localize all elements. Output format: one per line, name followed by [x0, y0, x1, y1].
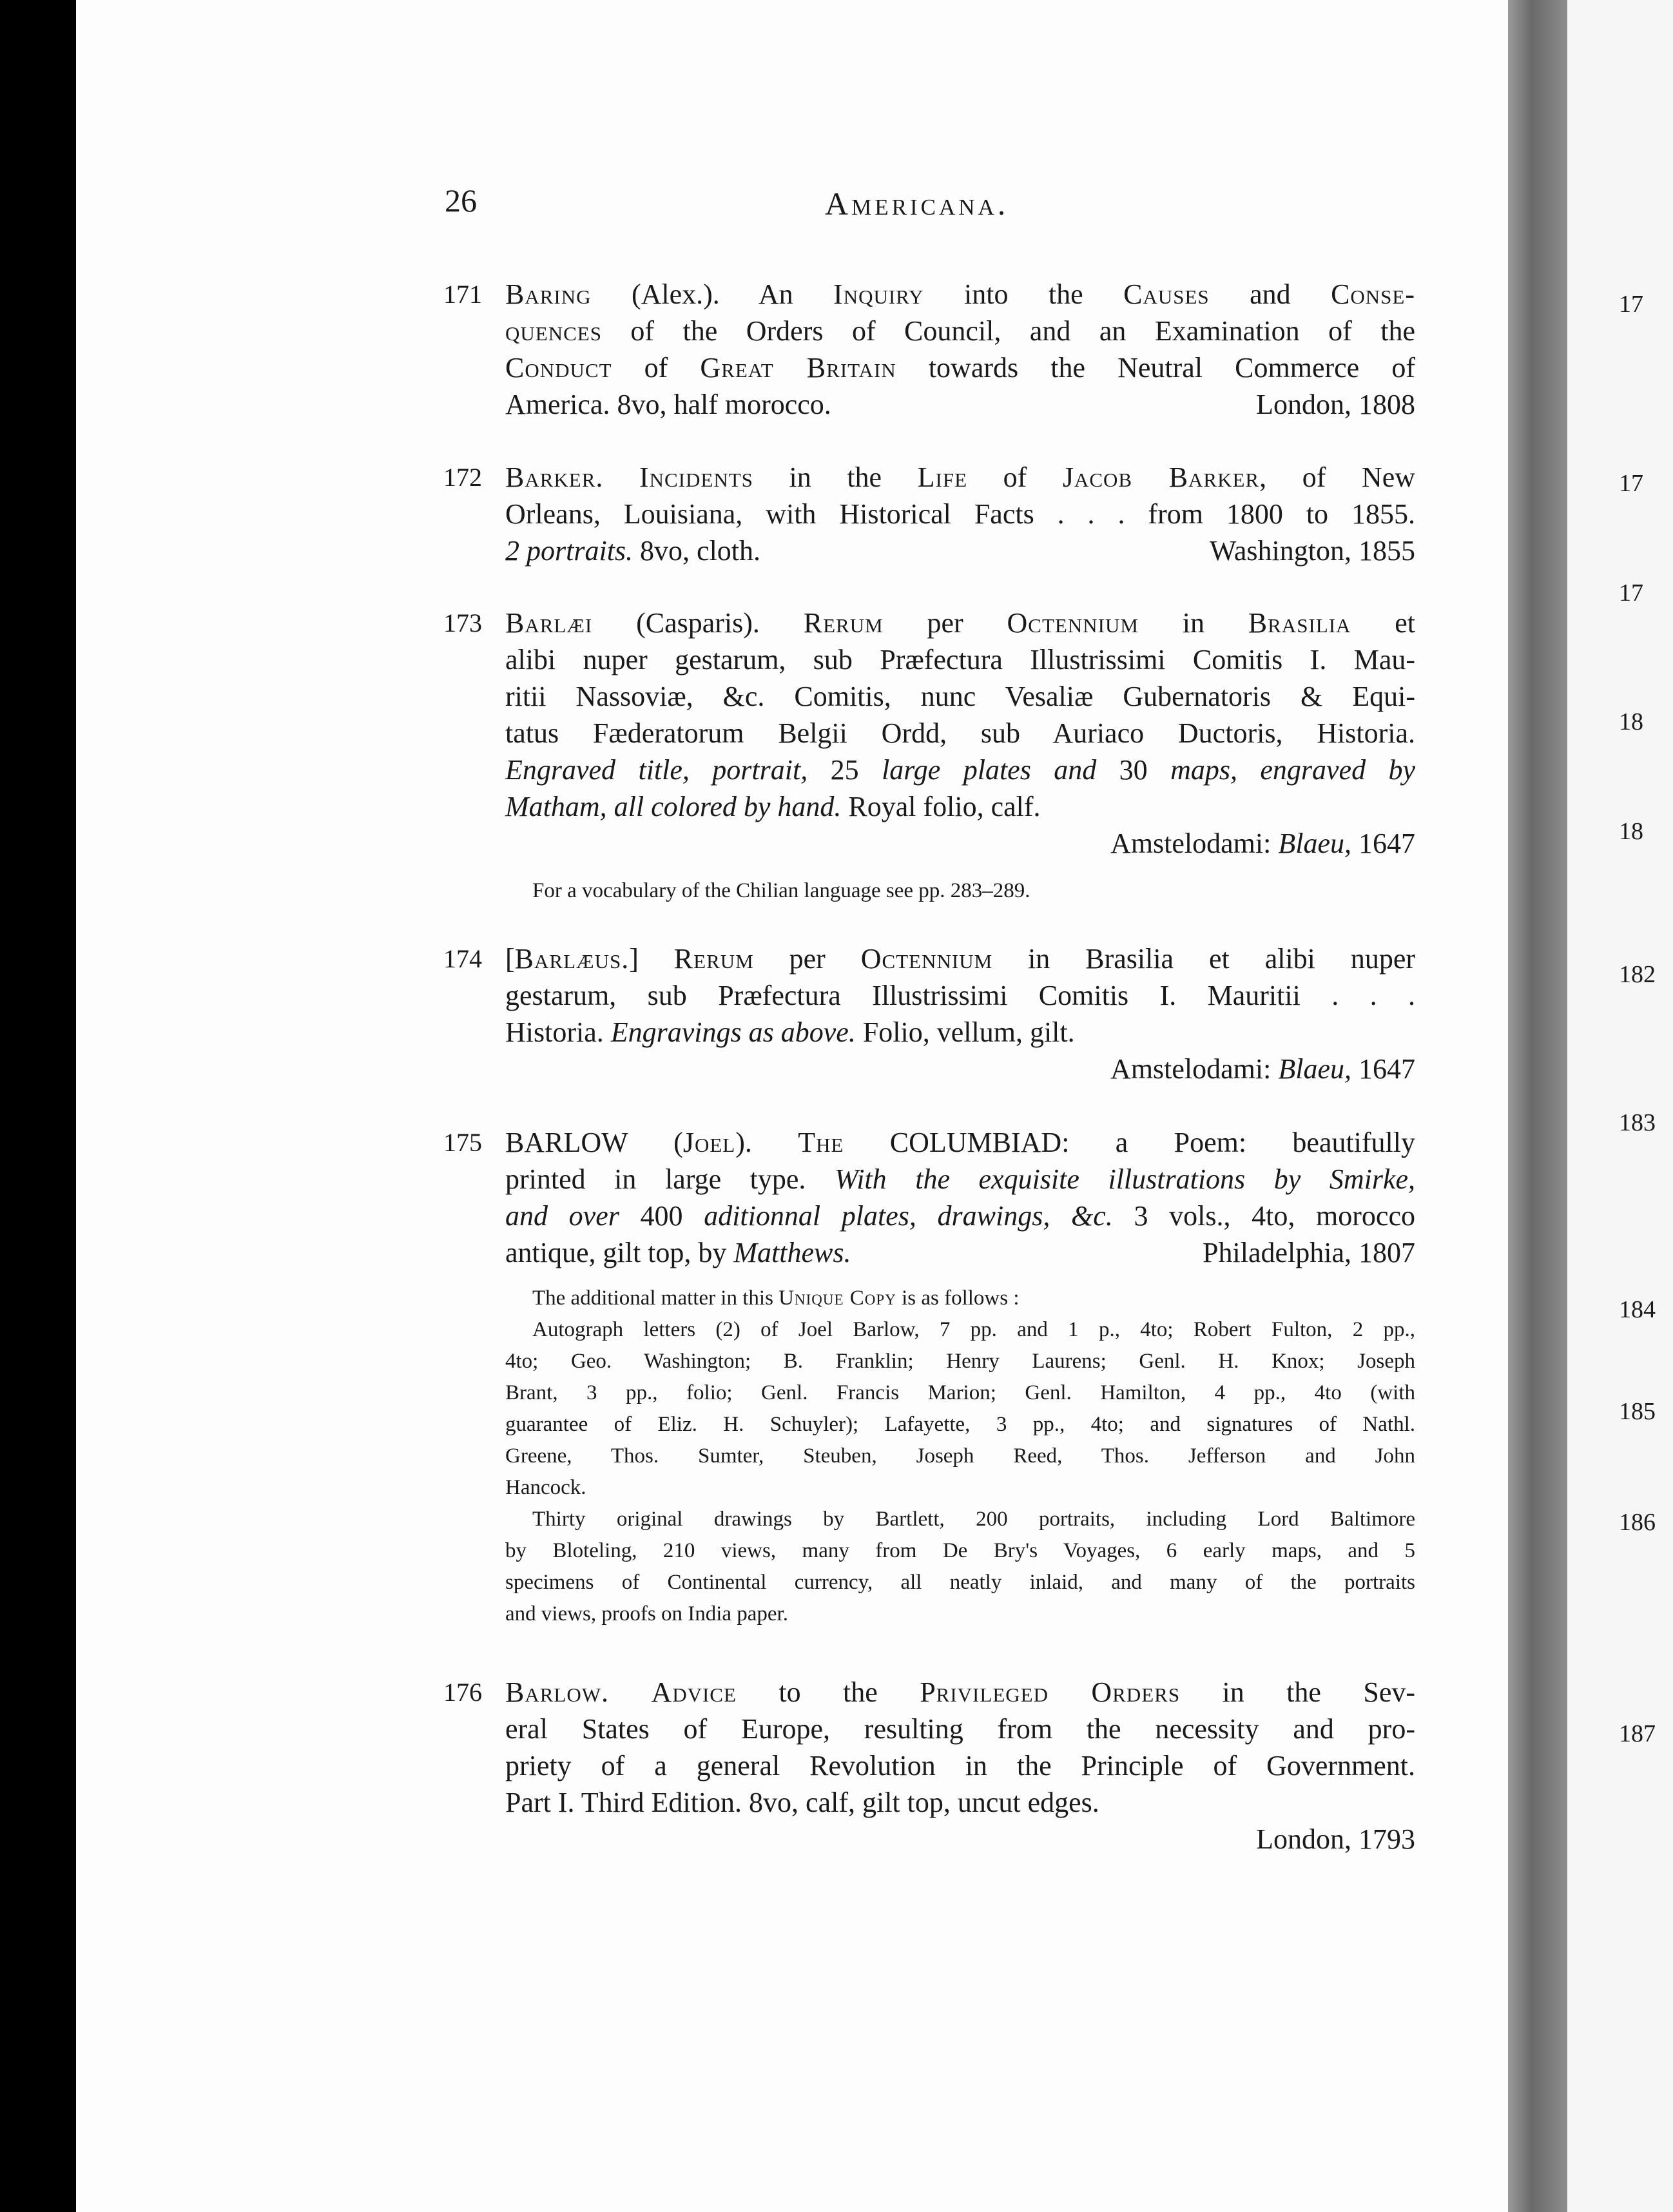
- entry-line: eral States of Europe, resulting from the necessity and pro-: [505, 1713, 1415, 1745]
- lot-number: 171: [443, 280, 482, 309]
- entry-line: [Barlæus.] Rerum per Octennium in Brasilia et alibi nuper: [505, 943, 1416, 975]
- entry-line: Historia. Engravings as above. Folio, vellum, gilt.: [505, 1016, 1075, 1048]
- imprint: Washington, 1855: [1209, 535, 1415, 567]
- imprint: London, 1793: [1256, 1823, 1415, 1855]
- lot-number: 176: [443, 1678, 482, 1707]
- imprint: Amstelodami: Blaeu, 1647: [1110, 1053, 1415, 1085]
- adjacent-lot-number: 17: [1619, 291, 1643, 318]
- adjacent-page-edge: [1567, 0, 1673, 2212]
- entry-line: and over 400 aditionnal plates, drawings, &c. 3 vols., 4to, morocco: [505, 1200, 1415, 1232]
- page-gutter: [1508, 0, 1567, 2212]
- entry-note: For a vocabulary of the Chilian language see pp. 283–289.: [532, 879, 1030, 902]
- catalog-entry-175: [443, 1124, 1416, 1271]
- entry-line: 2 portraits. 8vo, cloth. Washington, 1855: [505, 532, 1415, 569]
- entry-line: quences of the Orders of Council, and an Examination of the: [505, 315, 1415, 347]
- adjacent-lot-number: 185: [1619, 1398, 1656, 1425]
- entry-line: Orleans, Louisiana, with Historical Facts . . . from 1800 to 1855.: [505, 498, 1415, 530]
- imprint: London, 1808: [1256, 389, 1415, 420]
- entry-line: Barker. Incidents in the Life of Jacob Barker, of New: [505, 461, 1415, 493]
- adjacent-lot-number: 187: [1619, 1720, 1656, 1747]
- adjacent-lot-number: 18: [1619, 708, 1643, 735]
- adjacent-lot-number: 17: [1619, 579, 1643, 606]
- catalog-entry-174: [443, 940, 1416, 1087]
- imprint: Amstelodami: Blaeu, 1647: [1110, 828, 1415, 859]
- lot-number: 174: [443, 944, 482, 973]
- entry-line: America. 8vo, half morocco. London, 1808: [505, 386, 1415, 423]
- entry-line: tatus Fæderatorum Belgii Ordd, sub Auriaco Ductoris, Historia.: [505, 717, 1415, 749]
- entry-line: BARLOW (Joel). The COLUMBIAD: a Poem: beautifully: [505, 1127, 1415, 1158]
- page-number: 26: [445, 182, 477, 218]
- entry-line: Part I. Third Edition. 8vo, calf, gilt top, uncut edges.: [505, 1787, 1099, 1818]
- entry-line: Baring (Alex.). An Inquiry into the Causes and Conse-: [505, 278, 1416, 310]
- entry-line: Matham, all colored by hand. Royal folio, calf.: [505, 791, 1041, 822]
- entry-line: Barlow. Advice to the Privileged Orders in the Sev-: [505, 1676, 1416, 1708]
- entry-line: alibi nuper gestarum, sub Præfectura Illustrissimi Comitis I. Mau-: [505, 644, 1415, 675]
- adjacent-lot-number: 17: [1619, 470, 1643, 497]
- imprint: Philadelphia, 1807: [1203, 1237, 1415, 1268]
- lot-number: 173: [443, 608, 482, 637]
- entry-line: gestarum, sub Præfectura Illustrissimi Comitis I. Mauritii . . .: [505, 980, 1415, 1011]
- catalog-entry-171: [443, 276, 1416, 423]
- entry-line: Engraved title, portrait, 25 large plates and 30 maps, engraved by: [505, 754, 1416, 786]
- entry-line: priety of a general Revolution in the Principle of Government.: [505, 1750, 1415, 1781]
- entry-line: printed in large type. With the exquisite illustrations by Smirke,: [505, 1163, 1416, 1195]
- adjacent-lot-number: 18: [1619, 818, 1643, 845]
- catalog-entry-173: [443, 605, 1416, 862]
- adjacent-lot-number: 184: [1619, 1296, 1656, 1323]
- entry-line: antique, gilt top, by Matthews. Philadelphia, 1807: [505, 1234, 1415, 1271]
- catalog-entry-172: [443, 459, 1415, 569]
- lot-number: 172: [443, 463, 482, 492]
- lot-number: 175: [443, 1128, 482, 1157]
- running-title: Americana.: [825, 186, 1009, 222]
- catalog-entry-176: [443, 1674, 1416, 1858]
- entry-line: Barlæi (Casparis). Rerum per Octennium in Brasilia et: [505, 607, 1415, 639]
- adjacent-lot-number: 183: [1619, 1109, 1656, 1136]
- adjacent-lot-number: 182: [1619, 961, 1656, 988]
- adjacent-lot-number: 186: [1619, 1509, 1656, 1536]
- entry-line: Conduct of Great Britain towards the Neutral Commerce of: [505, 352, 1415, 383]
- entry-line: ritii Nassoviæ, &c. Comitis, nunc Vesaliæ Gubernatoris & Equi-: [505, 681, 1415, 712]
- entry-note: The additional matter in this Unique Copy is as follows : Autograph letters (2) of Joel Barlow, 7 pp. and 1 p., 4to; Robert Fulton, 2 pp., 4to; Geo. Washington; B. Franklin; Henry Laurens; Genl. H. Knox; Joseph Brant, 3 pp., folio; Genl. Francis Marion; Genl. Hamilton, 4 pp., 4to (with guarantee of Eliz. H. Schuyler); Lafayette, 3 pp., 4to; and signatures of Nathl. Greene, Thos. Sumter, Steuben, Joseph Reed, Thos. Jefferson and John Hancock. Thirty original drawings by Bartlett, 200 portraits, including Lord Baltimore by Bloteling, 210 views, many from De Bry's Voyages, 6 early maps, and 5 specimens of Continental currency, all neatly inlaid, and many of the portraits and views, proofs on India paper.: [505, 1286, 1415, 1625]
